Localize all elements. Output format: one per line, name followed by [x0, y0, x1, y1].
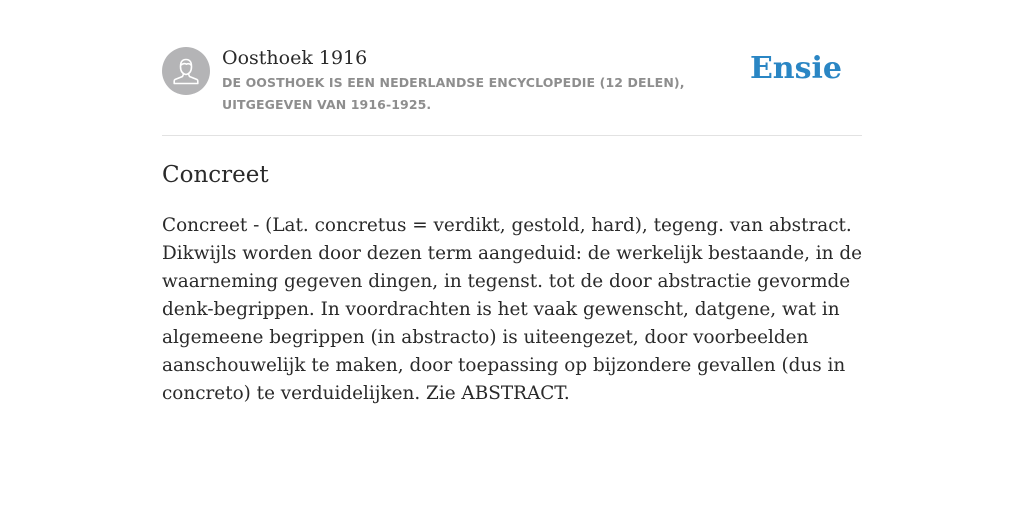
source-header: [162, 0, 862, 136]
entry-body: Concreet - (Lat. concretus = verdikt, gestold, hard), tegeng. van abstract. Dikwijls worden door dezen term aangeduid: de werkelijk bestaande, in de waarneming gegeven dingen, in tegenst. tot de door abstractie gevormde denk-begrippen. In voordrachten is het vaak gewenscht, datgene, wat in algemeene begrippen (in abstracto) is uiteengezet, door voorbeelden aanschouwelijk te maken, door toepassing op bijzondere gevallen (dus in concreto) te verduidelijken. Zie ABSTRACT.: [162, 215, 863, 404]
entry-title: Concreet: [162, 162, 269, 188]
ensie-logo[interactable]: Ensie: [749, 51, 842, 86]
source-description: DE OOSTHOEK IS EEN NEDERLANDSE ENCYCLOPEDIE (12 DELEN), UITGEGEVEN VAN 1916-1925.: [222, 75, 685, 112]
source-info: [222, 45, 762, 116]
user-silhouette-icon[interactable]: [162, 47, 210, 95]
entry-card: [162, 0, 863, 404]
source-title[interactable]: Oosthoek 1916: [222, 47, 368, 69]
